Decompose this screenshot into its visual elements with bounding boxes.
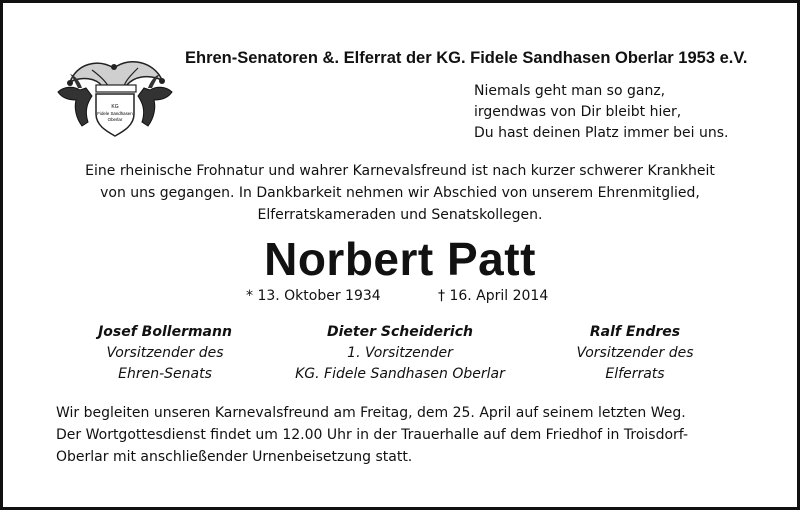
closing-line: Oberlar mit anschließender Urnenbeisetzung statt. <box>56 449 413 465</box>
signatory-role: Vorsitzender des <box>576 345 694 361</box>
poem <box>474 81 729 144</box>
organization-title: Ehren-Senatoren &. Elferrat der KG. Fidele Sandhasen Oberlar 1953 e.V. <box>185 49 748 67</box>
signatory-role: Ehren-Senats <box>118 366 212 382</box>
signatory-name: Dieter Scheiderich <box>326 324 473 340</box>
closing-text <box>56 402 766 468</box>
signatory-role: 1. Vorsitzender <box>347 345 453 361</box>
deceased-name: Norbert Patt <box>264 233 536 285</box>
closing-line: Wir begleiten unseren Karnevalsfreund am Freitag, dem 25. April auf seinem letzten Weg. <box>56 405 686 421</box>
signatory-name: Ralf Endres <box>589 324 681 340</box>
signatory <box>270 322 530 385</box>
emblem-text-2: Fidele Sandhasen <box>97 111 133 116</box>
carnival-jester-emblem-icon <box>52 52 178 138</box>
intro-line: Eine rheinische Frohnatur und wahrer Karnevalsfreund ist nach kurzer schwerer Krankheit <box>85 163 715 179</box>
poem-line: Du hast deinen Platz immer bei uns. <box>474 125 729 141</box>
intro-line: Elferratskameraden und Senatskollegen. <box>257 207 543 223</box>
signatory-role: Elferrats <box>605 366 665 382</box>
poem-line: Niemals geht man so ganz, <box>474 83 666 99</box>
intro-text <box>20 160 780 226</box>
signatory <box>35 322 295 385</box>
signatory-role: Vorsitzender des <box>106 345 224 361</box>
emblem-text-1: KG <box>111 104 119 110</box>
signatory <box>505 322 765 385</box>
emblem-text-3: Oberlar <box>107 117 123 122</box>
signatory-name: Josef Bollermann <box>98 324 232 340</box>
poem-line: irgendwas von Dir bleibt hier, <box>474 104 682 120</box>
closing-line: Der Wortgottesdienst findet um 12.00 Uhr in der Trauerhalle auf dem Friedhof in Troisdorf- <box>56 427 688 443</box>
birth-date: * 13. Oktober 1934 <box>246 288 381 304</box>
signatory-role: KG. Fidele Sandhasen Oberlar <box>295 366 505 382</box>
intro-line: von uns gegangen. In Dankbarkeit nehmen wir Abschied von unserem Ehrenmitglied, <box>100 185 700 201</box>
death-date: † 16. April 2014 <box>438 288 549 304</box>
